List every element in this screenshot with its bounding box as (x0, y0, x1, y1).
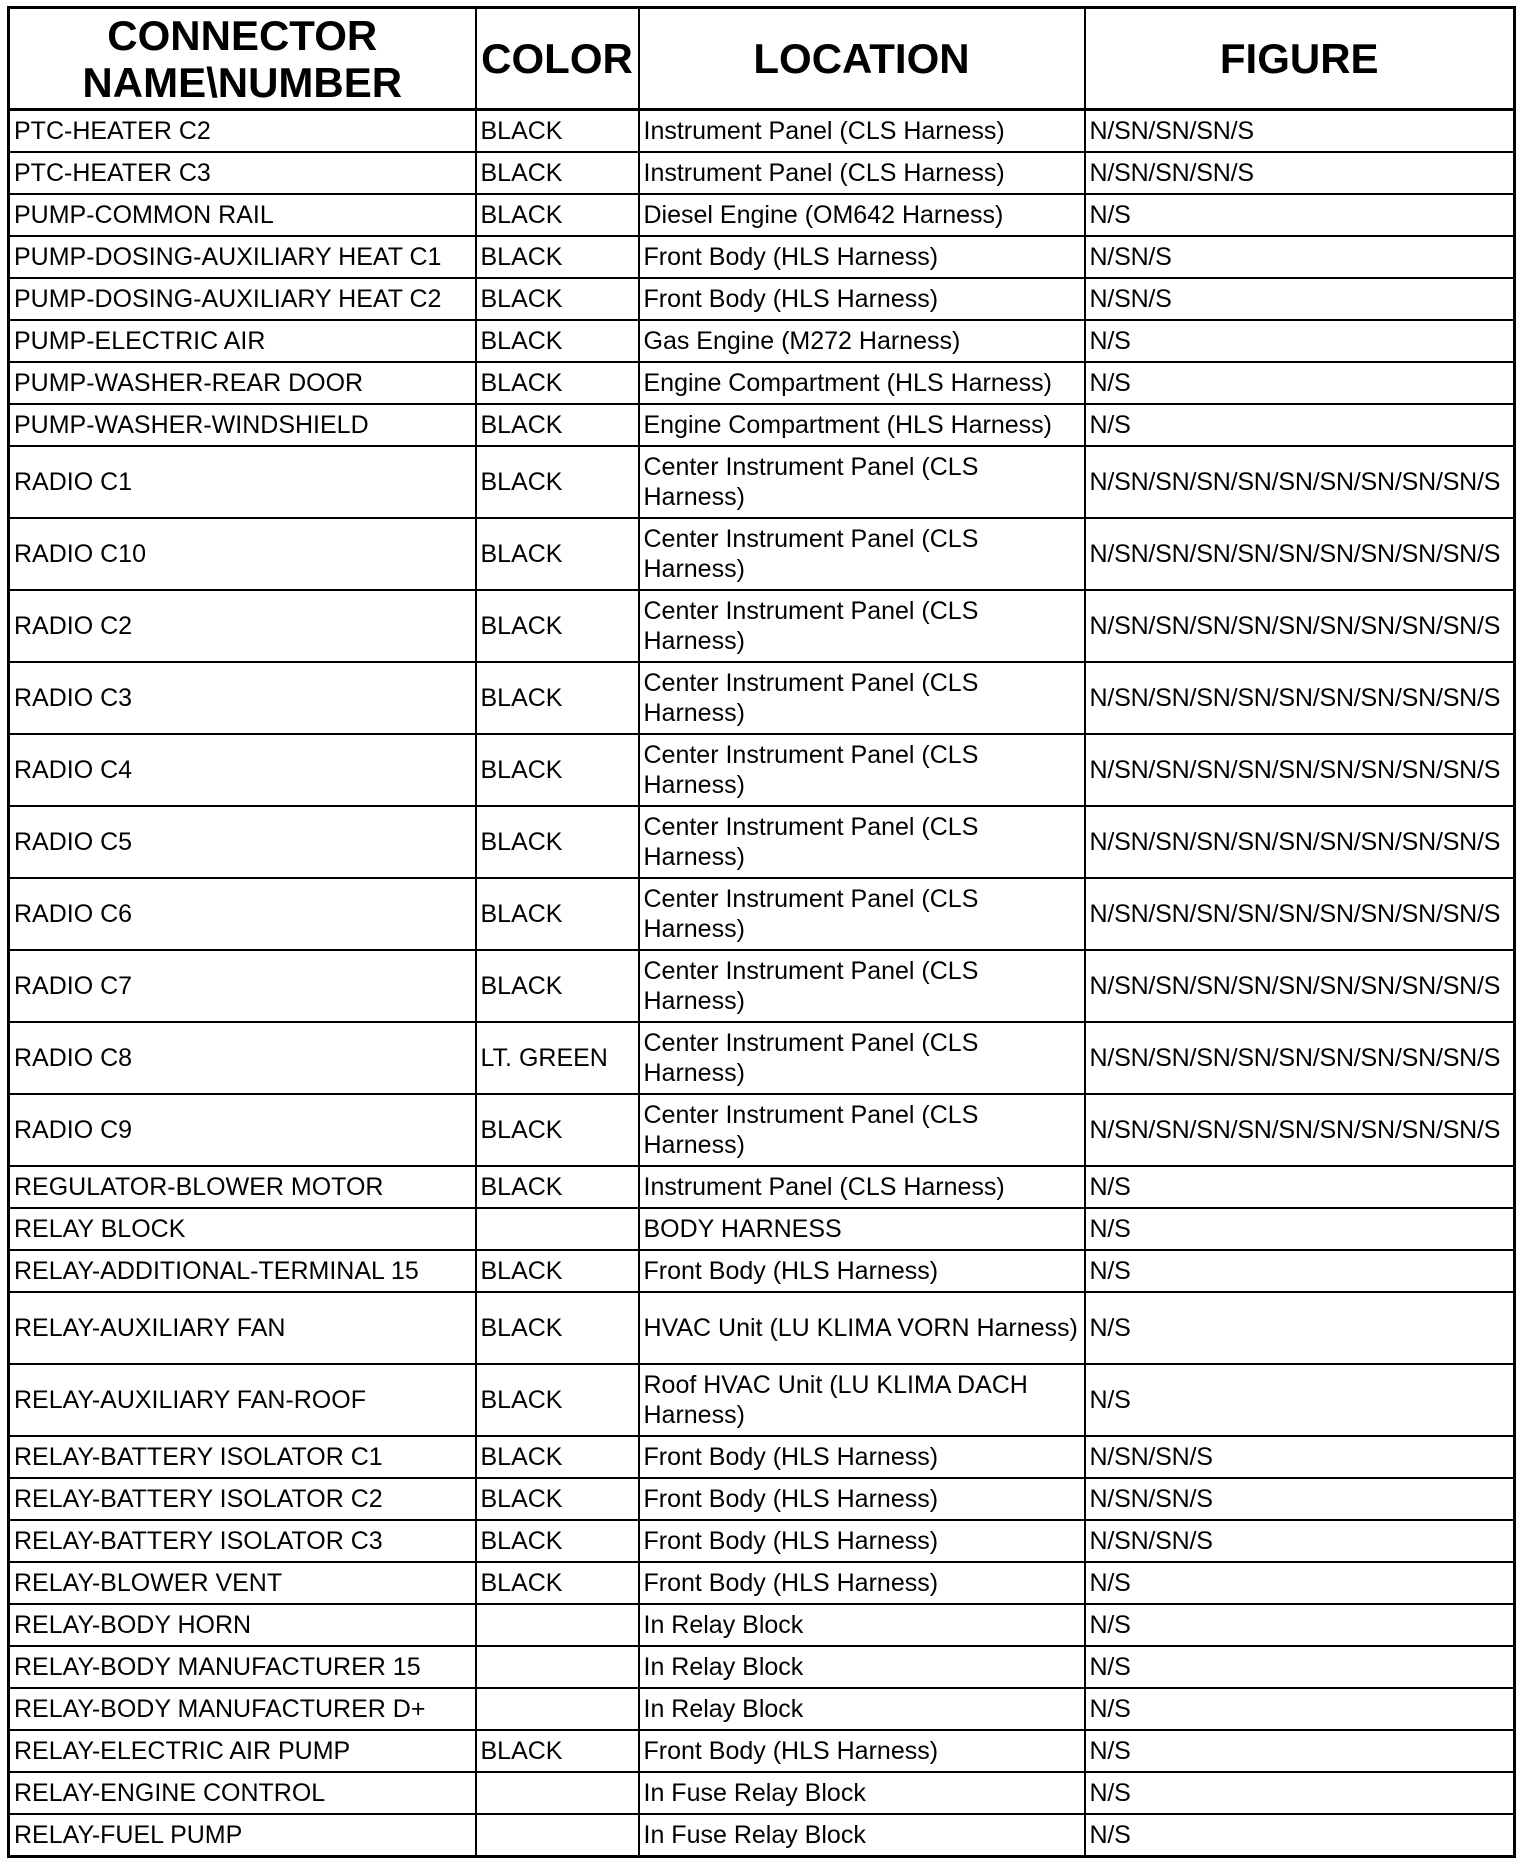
figure-cell: N/SN/SN/SN/SN/SN/SN/SN/SN/SN/S (1085, 878, 1515, 950)
location-cell: Center Instrument Panel (CLS Harness) (639, 518, 1085, 590)
table-row (9, 1688, 1515, 1730)
table-row (9, 194, 1515, 236)
figure-cell: N/SN/S (1085, 236, 1515, 278)
color-cell: BLACK (476, 1436, 639, 1478)
connector-name-cell: PUMP-WASHER-WINDSHIELD (9, 404, 476, 446)
color-cell: BLACK (476, 194, 639, 236)
connector-name-cell: RELAY-BATTERY ISOLATOR C3 (9, 1520, 476, 1562)
location-cell: Front Body (HLS Harness) (639, 1478, 1085, 1520)
color-cell: BLACK (476, 734, 639, 806)
location-cell: Diesel Engine (OM642 Harness) (639, 194, 1085, 236)
color-cell: BLACK (476, 446, 639, 518)
location-cell: Instrument Panel (CLS Harness) (639, 1166, 1085, 1208)
connector-name-cell: PUMP-DOSING-AUXILIARY HEAT C2 (9, 278, 476, 320)
connector-name-cell: RADIO C9 (9, 1094, 476, 1166)
connector-name-cell: PUMP-WASHER-REAR DOOR (9, 362, 476, 404)
color-cell: BLACK (476, 1478, 639, 1520)
connector-name-cell: PUMP-COMMON RAIL (9, 194, 476, 236)
color-cell: BLACK (476, 236, 639, 278)
location-cell: Instrument Panel (CLS Harness) (639, 152, 1085, 194)
color-cell: BLACK (476, 1562, 639, 1604)
connector-name-cell: RADIO C3 (9, 662, 476, 734)
connector-name-cell: REGULATOR-BLOWER MOTOR (9, 1166, 476, 1208)
color-cell: BLACK (476, 662, 639, 734)
table-row (9, 320, 1515, 362)
color-cell: BLACK (476, 110, 639, 153)
connector-name-cell: RELAY-BATTERY ISOLATOR C1 (9, 1436, 476, 1478)
table-row (9, 518, 1515, 590)
connector-name-cell: RADIO C1 (9, 446, 476, 518)
table-row (9, 1022, 1515, 1094)
color-cell: BLACK (476, 1250, 639, 1292)
location-cell: In Fuse Relay Block (639, 1814, 1085, 1857)
figure-cell: N/S (1085, 1814, 1515, 1857)
figure-cell: N/S (1085, 320, 1515, 362)
color-cell: BLACK (476, 278, 639, 320)
connector-name-cell: RADIO C6 (9, 878, 476, 950)
color-cell: BLACK (476, 320, 639, 362)
table-row (9, 1646, 1515, 1688)
table-row (9, 1436, 1515, 1478)
column-header-figure: FIGURE (1085, 8, 1515, 110)
connector-name-cell: RELAY-AUXILIARY FAN (9, 1292, 476, 1364)
column-header-location: LOCATION (639, 8, 1085, 110)
figure-cell: N/S (1085, 194, 1515, 236)
figure-cell: N/SN/SN/S (1085, 1520, 1515, 1562)
color-cell: BLACK (476, 1094, 639, 1166)
figure-cell: N/S (1085, 1604, 1515, 1646)
table-row (9, 1166, 1515, 1208)
connector-table-sheet (7, 6, 1513, 1858)
table-row (9, 1208, 1515, 1250)
color-cell (476, 1604, 639, 1646)
color-cell (476, 1646, 639, 1688)
connector-name-cell: RELAY-BODY HORN (9, 1604, 476, 1646)
table-row (9, 278, 1515, 320)
color-cell (476, 1208, 639, 1250)
location-cell: Center Instrument Panel (CLS Harness) (639, 734, 1085, 806)
color-cell (476, 1772, 639, 1814)
table-body (9, 110, 1515, 1857)
connector-name-cell: RELAY BLOCK (9, 1208, 476, 1250)
figure-cell: N/S (1085, 1688, 1515, 1730)
table-row (9, 734, 1515, 806)
figure-cell: N/SN/SN/SN/SN/SN/SN/SN/SN/SN/S (1085, 518, 1515, 590)
connector-name-cell: RADIO C10 (9, 518, 476, 590)
connector-name-cell: RELAY-ADDITIONAL-TERMINAL 15 (9, 1250, 476, 1292)
figure-cell: N/SN/SN/SN/SN/SN/SN/SN/SN/SN/S (1085, 1022, 1515, 1094)
column-header-color: COLOR (476, 8, 639, 110)
table-row (9, 1478, 1515, 1520)
figure-cell: N/S (1085, 362, 1515, 404)
color-cell: BLACK (476, 1364, 639, 1436)
table-row (9, 152, 1515, 194)
connector-name-cell: RADIO C2 (9, 590, 476, 662)
connector-name-cell: RADIO C4 (9, 734, 476, 806)
figure-cell: N/SN/SN/SN/S (1085, 152, 1515, 194)
connector-name-cell: RELAY-FUEL PUMP (9, 1814, 476, 1857)
location-cell: Front Body (HLS Harness) (639, 278, 1085, 320)
location-cell: Center Instrument Panel (CLS Harness) (639, 1022, 1085, 1094)
color-cell: LT. GREEN (476, 1022, 639, 1094)
connector-name-cell: PUMP-ELECTRIC AIR (9, 320, 476, 362)
figure-cell: N/S (1085, 1166, 1515, 1208)
connector-name-cell: RELAY-BATTERY ISOLATOR C2 (9, 1478, 476, 1520)
table-row (9, 1772, 1515, 1814)
color-cell: BLACK (476, 878, 639, 950)
location-cell: Engine Compartment (HLS Harness) (639, 362, 1085, 404)
location-cell: Front Body (HLS Harness) (639, 1520, 1085, 1562)
figure-cell: N/S (1085, 1208, 1515, 1250)
connector-name-cell: PUMP-DOSING-AUXILIARY HEAT C1 (9, 236, 476, 278)
table-row (9, 1604, 1515, 1646)
table-row (9, 1364, 1515, 1436)
figure-cell: N/SN/SN/SN/SN/SN/SN/SN/SN/SN/S (1085, 446, 1515, 518)
figure-cell: N/SN/SN/SN/SN/SN/SN/SN/SN/SN/S (1085, 734, 1515, 806)
figure-cell: N/SN/SN/S (1085, 1436, 1515, 1478)
table-row (9, 362, 1515, 404)
location-cell: Center Instrument Panel (CLS Harness) (639, 1094, 1085, 1166)
color-cell: BLACK (476, 950, 639, 1022)
location-cell: In Relay Block (639, 1604, 1085, 1646)
connector-table (7, 6, 1516, 1858)
location-cell: Center Instrument Panel (CLS Harness) (639, 662, 1085, 734)
location-cell: Center Instrument Panel (CLS Harness) (639, 446, 1085, 518)
location-cell: BODY HARNESS (639, 1208, 1085, 1250)
location-cell: Gas Engine (M272 Harness) (639, 320, 1085, 362)
location-cell: In Fuse Relay Block (639, 1772, 1085, 1814)
figure-cell: N/SN/S (1085, 278, 1515, 320)
figure-cell: N/S (1085, 1730, 1515, 1772)
table-row (9, 1520, 1515, 1562)
table-row (9, 1814, 1515, 1857)
location-cell: Center Instrument Panel (CLS Harness) (639, 878, 1085, 950)
figure-cell: N/S (1085, 1646, 1515, 1688)
color-cell: BLACK (476, 806, 639, 878)
table-row (9, 404, 1515, 446)
table-row (9, 590, 1515, 662)
color-cell: BLACK (476, 518, 639, 590)
location-cell: Front Body (HLS Harness) (639, 1250, 1085, 1292)
connector-name-cell: PTC-HEATER C3 (9, 152, 476, 194)
figure-cell: N/SN/SN/SN/SN/SN/SN/SN/SN/SN/S (1085, 950, 1515, 1022)
table-row (9, 1292, 1515, 1364)
color-cell (476, 1688, 639, 1730)
connector-name-cell: RADIO C5 (9, 806, 476, 878)
table-header (9, 8, 1515, 110)
location-cell: Engine Compartment (HLS Harness) (639, 404, 1085, 446)
location-cell: Front Body (HLS Harness) (639, 1730, 1085, 1772)
table-row (9, 110, 1515, 153)
table-row (9, 806, 1515, 878)
color-cell: BLACK (476, 1520, 639, 1562)
figure-cell: N/SN/SN/SN/SN/SN/SN/SN/SN/SN/S (1085, 590, 1515, 662)
location-cell: Instrument Panel (CLS Harness) (639, 110, 1085, 153)
figure-cell: N/SN/SN/SN/SN/SN/SN/SN/SN/SN/S (1085, 806, 1515, 878)
location-cell: Front Body (HLS Harness) (639, 1562, 1085, 1604)
table-row (9, 1094, 1515, 1166)
location-cell: In Relay Block (639, 1646, 1085, 1688)
connector-name-cell: RADIO C8 (9, 1022, 476, 1094)
table-row (9, 1250, 1515, 1292)
location-cell: HVAC Unit (LU KLIMA VORN Harness) (639, 1292, 1085, 1364)
connector-name-cell: RELAY-AUXILIARY FAN-ROOF (9, 1364, 476, 1436)
figure-cell: N/S (1085, 1292, 1515, 1364)
connector-name-cell: RELAY-ENGINE CONTROL (9, 1772, 476, 1814)
color-cell (476, 1814, 639, 1857)
column-header-connector-name: CONNECTOR NAME\NUMBER (9, 8, 476, 110)
header-row (9, 8, 1515, 110)
table-row (9, 878, 1515, 950)
figure-cell: N/SN/SN/SN/SN/SN/SN/SN/SN/SN/S (1085, 1094, 1515, 1166)
color-cell: BLACK (476, 152, 639, 194)
figure-cell: N/S (1085, 1364, 1515, 1436)
location-cell: In Relay Block (639, 1688, 1085, 1730)
table-row (9, 1562, 1515, 1604)
location-cell: Front Body (HLS Harness) (639, 1436, 1085, 1478)
connector-name-cell: RADIO C7 (9, 950, 476, 1022)
connector-name-cell: RELAY-BODY MANUFACTURER 15 (9, 1646, 476, 1688)
table-row (9, 236, 1515, 278)
figure-cell: N/S (1085, 404, 1515, 446)
color-cell: BLACK (476, 362, 639, 404)
figure-cell: N/S (1085, 1250, 1515, 1292)
color-cell: BLACK (476, 1292, 639, 1364)
location-cell: Roof HVAC Unit (LU KLIMA DACH Harness) (639, 1364, 1085, 1436)
figure-cell: N/SN/SN/SN/SN/SN/SN/SN/SN/SN/S (1085, 662, 1515, 734)
figure-cell: N/S (1085, 1772, 1515, 1814)
connector-name-cell: RELAY-ELECTRIC AIR PUMP (9, 1730, 476, 1772)
figure-cell: N/SN/SN/S (1085, 1478, 1515, 1520)
color-cell: BLACK (476, 590, 639, 662)
connector-name-cell: RELAY-BODY MANUFACTURER D+ (9, 1688, 476, 1730)
location-cell: Front Body (HLS Harness) (639, 236, 1085, 278)
location-cell: Center Instrument Panel (CLS Harness) (639, 806, 1085, 878)
color-cell: BLACK (476, 1166, 639, 1208)
table-row (9, 1730, 1515, 1772)
color-cell: BLACK (476, 1730, 639, 1772)
table-row (9, 662, 1515, 734)
location-cell: Center Instrument Panel (CLS Harness) (639, 590, 1085, 662)
figure-cell: N/S (1085, 1562, 1515, 1604)
connector-name-cell: RELAY-BLOWER VENT (9, 1562, 476, 1604)
color-cell: BLACK (476, 404, 639, 446)
table-row (9, 446, 1515, 518)
table-row (9, 950, 1515, 1022)
location-cell: Center Instrument Panel (CLS Harness) (639, 950, 1085, 1022)
figure-cell: N/SN/SN/SN/S (1085, 110, 1515, 153)
connector-name-cell: PTC-HEATER C2 (9, 110, 476, 153)
